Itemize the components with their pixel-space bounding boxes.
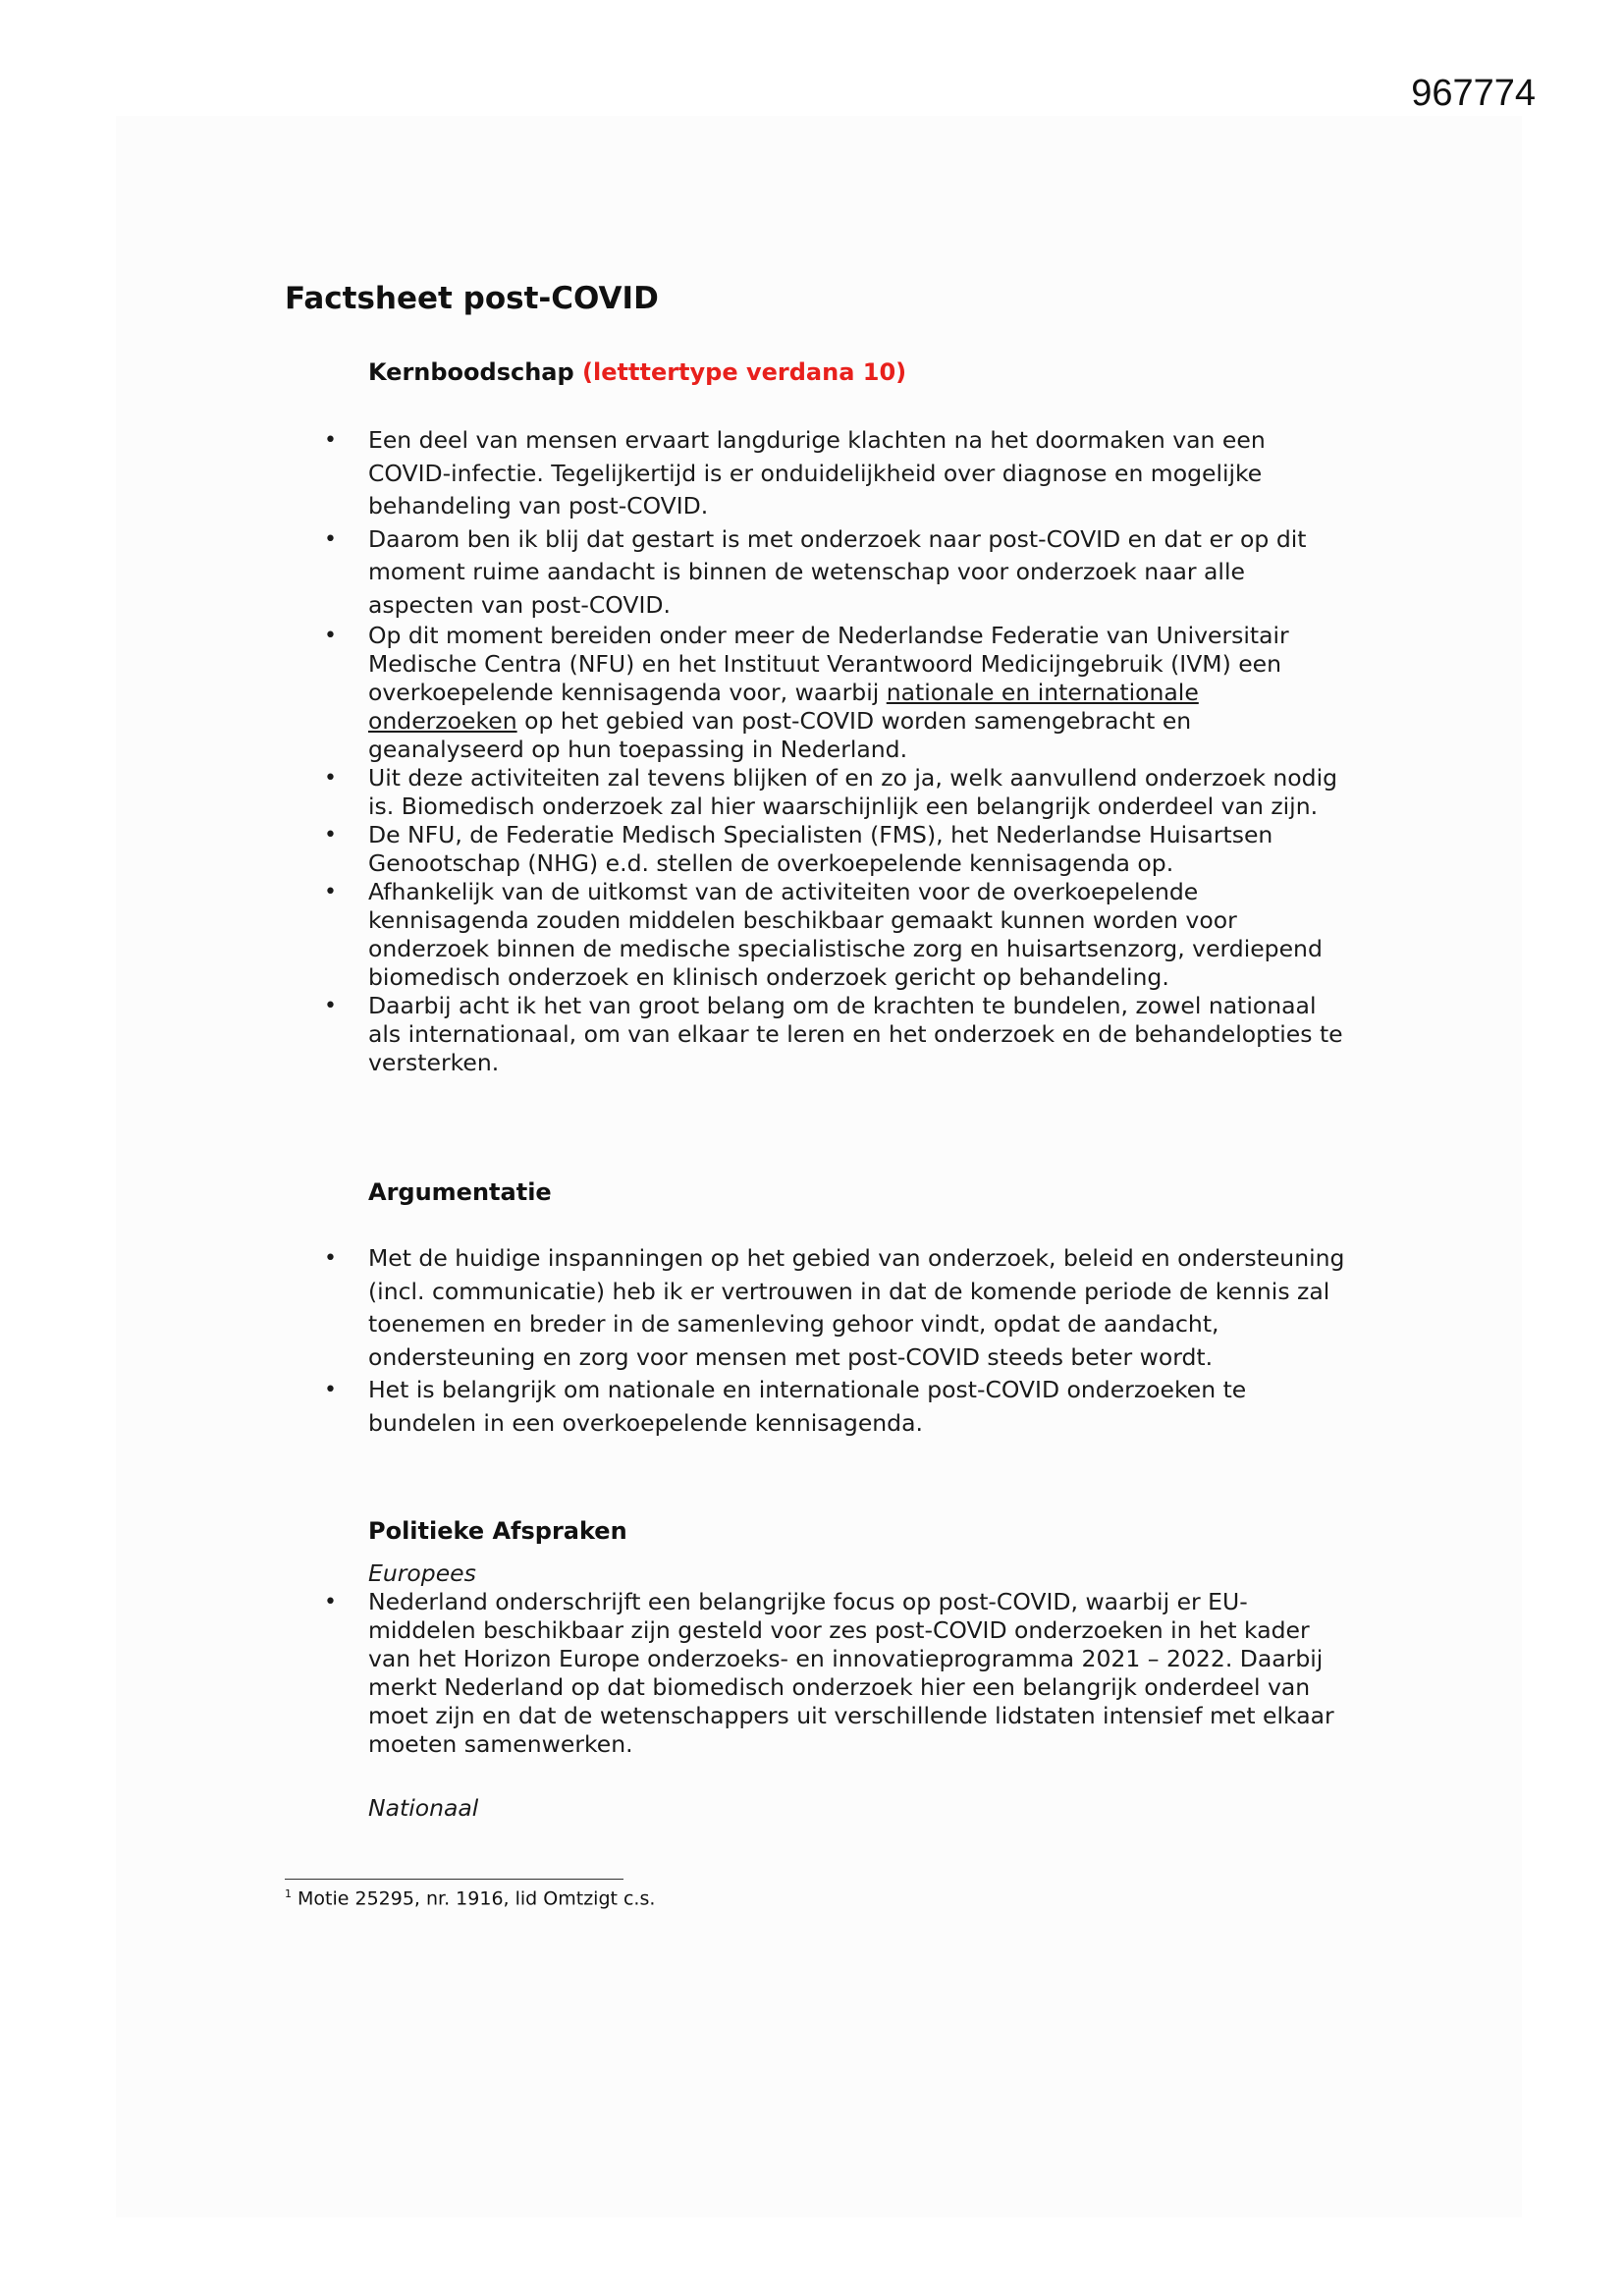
list-item: • Daarbij acht ik het van groot belang om de krachten te bundelen, zowel nationaal als internationaal, om van elkaar te leren en het onderzoek en de behandelopties te versterken. bbox=[324, 992, 1345, 1077]
kernboodschap-heading-text: Kernboodschap bbox=[368, 358, 574, 386]
list-item bbox=[324, 622, 1345, 764]
list-item: • De NFU, de Federatie Medisch Specialisten (FMS), het Nederlandse Huisartsen Genootschap (NHG) e.d. stellen de overkoepelende kennisagenda op. bbox=[324, 821, 1345, 878]
kernboodschap-heading bbox=[368, 358, 906, 386]
list-item: • Nederland onderschrijft een belangrijke focus op post-COVID, waarbij er EU-middelen beschikbaar zijn gesteld voor zes post-COVID onderzoeken in het kader van het Horizon Europe onderzoeks- en innovatieprogramma 2021 – 2022. Daarbij merkt Nederland op dat biomedisch onderzoek hier een belangrijk onderdeel van moet zijn en dat de wetenschappers uit verschillende lidstaten intensief met elkaar moeten samenwerken. bbox=[324, 1588, 1345, 1759]
europees-list bbox=[324, 1588, 1345, 1759]
list-item: • Afhankelijk van de uitkomst van de activiteiten voor de overkoepelende kennisagenda zouden middelen beschikbaar gemaakt kunnen worden voor onderzoek binnen de medische specialistische zorg en huisartsenzorg, verdiepend biomedisch onderzoek en klinisch onderzoek gericht op behandeling. bbox=[324, 878, 1345, 992]
list-item: • Een deel van mensen ervaart langdurige klachten na het doormaken van een COVID-infectie. Tegelijkertijd is er onduidelijkheid over diagnose en mogelijke behandeling van post-COVID. bbox=[324, 424, 1345, 523]
list-item-text: op het gebied van post-COVID worden samengebracht en geanalyseerd op hun toepassing in Nederland. bbox=[368, 707, 1192, 763]
list-item-text: Op dit moment bereiden onder meer de Nederlandse Federatie van Universitair Medische Centra (NFU) en het Instituut Verantwoord Medicijngebruik (IVM) een overkoepelende kennisagenda voor, waarbij bbox=[368, 622, 1289, 706]
list-item: • Daarom ben ik blij dat gestart is met onderzoek naar post-COVID en dat er op dit moment ruime aandacht is binnen de wetenschap voor onderzoek naar alle aspecten van post-COVID. bbox=[324, 523, 1345, 623]
politieke-afspraken-heading: Politieke Afspraken bbox=[368, 1517, 627, 1545]
footnote-separator bbox=[285, 1879, 623, 1880]
footnote-text: Motie 25295, nr. 1916, lid Omtzigt c.s. bbox=[298, 1887, 656, 1910]
underlined-phrase: nationale en internationale onderzoeken bbox=[368, 679, 1199, 735]
kernboodschap-list bbox=[324, 424, 1345, 1077]
europees-subheading: Europees bbox=[368, 1559, 476, 1587]
list-item: • Met de huidige inspanningen op het gebied van onderzoek, beleid en ondersteuning (incl. communicatie) heb ik er vertrouwen in dat de komende periode de kennis zal toenemen en breder in de samenleving gehoor vindt, opdat de aandacht, ondersteuning en zorg voor mensen met post-COVID steeds beter wordt. bbox=[324, 1242, 1345, 1374]
list-item: • Uit deze activiteiten zal tevens blijken of en zo ja, welk aanvullend onderzoek nodig is. Biomedisch onderzoek zal hier waarschijnlijk een belangrijk onderdeel van zijn. bbox=[324, 764, 1345, 821]
font-instruction-note: (letttertype verdana 10) bbox=[582, 358, 907, 386]
footnote bbox=[285, 1887, 655, 1909]
argumentatie-heading: Argumentatie bbox=[368, 1178, 552, 1206]
footnote-marker: 1 bbox=[285, 1887, 292, 1900]
nationaal-subheading: Nationaal bbox=[368, 1794, 479, 1822]
document-number: 967774 bbox=[1411, 73, 1536, 114]
list-item: • Het is belangrijk om nationale en internationale post-COVID onderzoeken te bundelen in een overkoepelende kennisagenda. bbox=[324, 1374, 1345, 1440]
argumentatie-list bbox=[324, 1242, 1345, 1440]
document-title: Factsheet post-COVID bbox=[285, 281, 659, 316]
